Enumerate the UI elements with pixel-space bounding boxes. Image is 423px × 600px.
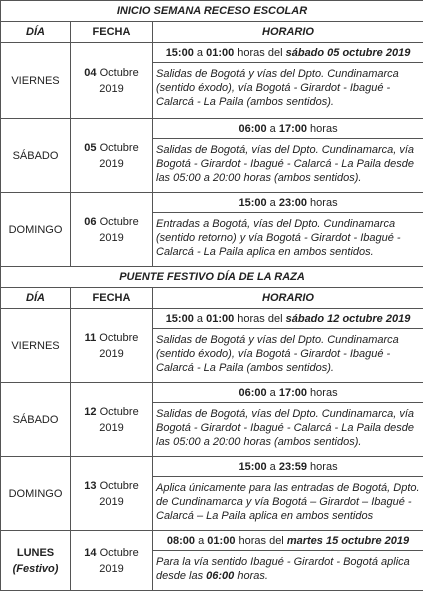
date-month: Octubre <box>99 66 139 79</box>
section-title-receso: INICIO SEMANA RECESO ESCOLAR <box>1 1 423 22</box>
time-connector: a <box>269 461 276 473</box>
schedule-description: Salidas de Bogotá, vías del Dpto. Cundinamarca, vía Bogotá - Girardot - Ibagué - Calarcá - La Paila desde las 05:00 a 20:00 horas (ambos sentidos). <box>156 144 415 184</box>
date-month: Octubre <box>99 215 139 228</box>
time-end: 23:00 <box>278 197 307 209</box>
schedule-description: Salidas de Bogotá, vías del Dpto. Cundinamarca, vía Bogotá - Girardot - Ibagué - Calarcá - La Paila desde las 05:00 a 20:00 horas (ambos sentidos). <box>156 408 415 448</box>
holiday-note: (Festivo) <box>12 562 59 575</box>
date-month: Octubre <box>99 546 139 559</box>
time-start: 15:00 <box>238 197 267 209</box>
date-cell <box>71 309 153 383</box>
schedule-cell <box>153 193 423 267</box>
table-row <box>1 193 423 267</box>
schedule-cell <box>153 531 423 591</box>
day-label: LUNES <box>16 546 55 559</box>
date-year: 2019 <box>99 421 124 434</box>
schedule-cell <box>153 43 423 119</box>
desc-time: 06:00 <box>206 570 235 582</box>
schedule-description: Entradas a Bogotá, vías del Dpto. Cundinamarca (sentido retorno) y vía Bogotá - Girardot - Ibagué - Calarcá - La Paila aplica en ambos sentidos. <box>156 218 401 258</box>
table-row <box>1 119 423 193</box>
table-row <box>1 309 423 383</box>
date-cell <box>71 457 153 531</box>
time-connector: a <box>196 313 204 325</box>
time-end: 01:00 <box>206 47 235 59</box>
date-year: 2019 <box>99 347 124 360</box>
time-start: 06:00 <box>238 123 267 135</box>
date-day: 04 <box>84 66 97 79</box>
time-connector: a <box>196 47 204 59</box>
desc-suffix: horas. <box>237 570 268 582</box>
schedule-cell <box>153 457 423 531</box>
date-year: 2019 <box>99 495 124 508</box>
time-connector: a <box>269 197 276 209</box>
date-day: 12 <box>84 405 97 418</box>
section-title-puente: PUENTE FESTIVO DÍA DE LA RAZA <box>1 267 423 288</box>
time-start: 08:00 <box>166 535 196 547</box>
time-end: 17:00 <box>278 387 307 399</box>
time-suffix: horas del <box>237 313 283 325</box>
day-cell <box>1 531 71 591</box>
date-day: 14 <box>84 546 97 559</box>
desc-text: Para la vía sentido Ibagué - Girardot - Bogotá aplica desde las <box>156 556 410 582</box>
time-range <box>153 43 423 63</box>
date-month: Octubre <box>99 479 139 492</box>
table-row <box>1 457 423 531</box>
header-fecha: FECHA <box>71 288 153 309</box>
time-end: 17:00 <box>278 123 307 135</box>
time-end: 01:00 <box>206 313 235 325</box>
date-month: Octubre <box>99 331 139 344</box>
date-day: 11 <box>84 331 97 344</box>
date-day: 13 <box>84 479 97 492</box>
date-year: 2019 <box>99 82 124 95</box>
time-range <box>153 309 423 329</box>
time-start: 06:00 <box>238 387 267 399</box>
time-extra: martes 15 octubre 2019 <box>286 535 410 547</box>
schedule-description: Aplica únicamente para las entradas de Bogotá, Dpto. de Cundinamarca y vía Bogotá – Girardot – Ibagué - Calarcá – La Paila aplica en ambos sentidos <box>156 482 420 522</box>
date-cell <box>71 43 153 119</box>
table-row <box>1 383 423 457</box>
time-end: 23:59 <box>278 461 307 473</box>
time-suffix: horas del <box>238 535 284 547</box>
schedule-description: Salidas de Bogotá y vías del Dpto. Cundinamarca (sentido éxodo), vía Bogotá - Girardot - Ibagué - Calarcá - La Paila (ambos sentidos). <box>156 334 399 374</box>
time-suffix: horas del <box>237 47 283 59</box>
day-cell: VIERNES <box>1 43 71 119</box>
date-day: 06 <box>84 215 97 228</box>
time-suffix: horas <box>310 461 338 473</box>
header-dia: DÍA <box>1 22 71 43</box>
day-cell: DOMINGO <box>1 193 71 267</box>
time-extra: sábado 12 octubre 2019 <box>285 313 411 325</box>
time-suffix: horas <box>310 123 338 135</box>
date-year: 2019 <box>99 157 124 170</box>
time-suffix: horas <box>310 197 338 209</box>
time-range <box>153 193 423 213</box>
date-cell <box>71 119 153 193</box>
schedule-cell <box>153 383 423 457</box>
time-end: 01:00 <box>207 535 236 547</box>
time-range <box>153 531 423 551</box>
day-cell: SÁBADO <box>1 383 71 457</box>
schedule-cell <box>153 309 423 383</box>
time-connector: a <box>269 123 276 135</box>
date-month: Octubre <box>99 405 139 418</box>
date-year: 2019 <box>99 562 124 575</box>
time-extra: sábado 05 octubre 2019 <box>285 47 411 59</box>
time-connector: a <box>269 387 276 399</box>
schedule-cell <box>153 119 423 193</box>
schedule-description: Salidas de Bogotá y vías del Dpto. Cundinamarca (sentido éxodo), vía Bogotá - Girardot - Ibagué - Calarcá - La Paila (ambos sentidos). <box>156 68 399 108</box>
date-cell <box>71 531 153 591</box>
table-row <box>1 43 423 119</box>
header-dia: DÍA <box>1 288 71 309</box>
time-range <box>153 383 423 403</box>
date-cell <box>71 193 153 267</box>
header-horario: HORARIO <box>153 288 423 309</box>
day-cell: VIERNES <box>1 309 71 383</box>
date-year: 2019 <box>99 231 124 244</box>
time-connector: a <box>198 535 205 547</box>
table-row <box>1 531 423 591</box>
day-cell: DOMINGO <box>1 457 71 531</box>
time-range <box>153 119 423 139</box>
time-start: 15:00 <box>165 47 194 59</box>
date-month: Octubre <box>99 141 139 154</box>
header-fecha: FECHA <box>71 22 153 43</box>
date-cell <box>71 383 153 457</box>
time-suffix: horas <box>310 387 338 399</box>
date-day: 05 <box>84 141 97 154</box>
time-range <box>153 457 423 477</box>
header-horario: HORARIO <box>153 22 423 43</box>
day-cell: SÁBADO <box>1 119 71 193</box>
schedule-description <box>153 551 423 586</box>
time-start: 15:00 <box>165 313 194 325</box>
time-start: 15:00 <box>238 461 267 473</box>
